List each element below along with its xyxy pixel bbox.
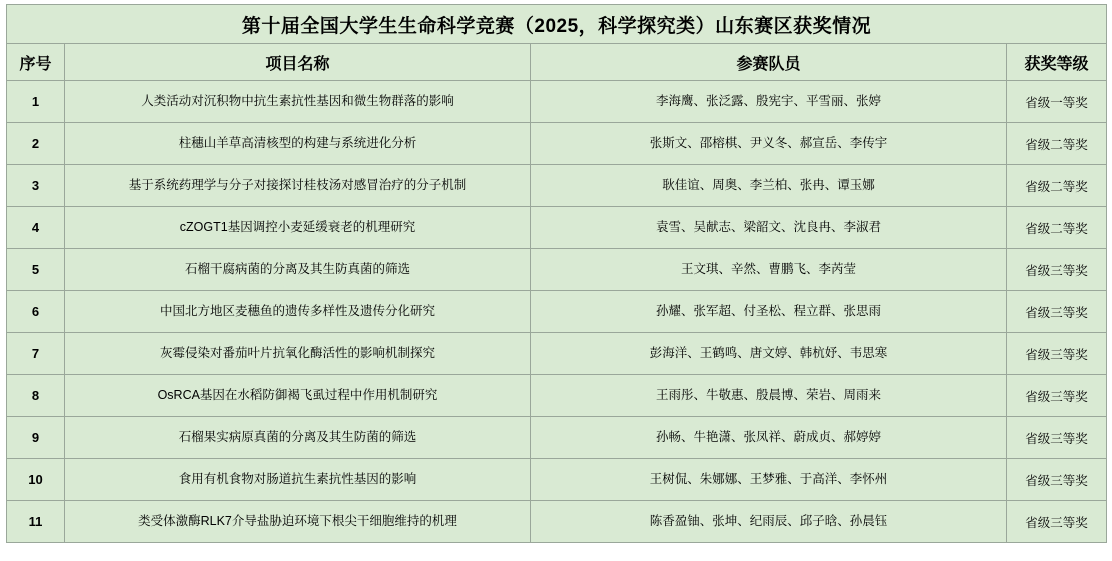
title-row: [7, 5, 1107, 44]
column-header-project: 项目名称: [65, 44, 531, 81]
row-project: 类受体激酶RLK7介导盐胁迫环境下根尖干细胞维持的机理: [65, 501, 531, 543]
row-project: 人类活动对沉积物中抗生素抗性基因和微生物群落的影响: [65, 81, 531, 123]
row-index: 8: [7, 375, 65, 417]
row-members: 王文琪、辛然、曹鹏飞、李芮莹: [531, 249, 1007, 291]
row-members: 彭海洋、王鹤鸣、唐文婷、韩杭妤、韦思寒: [531, 333, 1007, 375]
row-project: OsRCA基因在水稻防御褐飞虱过程中作用机制研究: [65, 375, 531, 417]
row-index: 9: [7, 417, 65, 459]
row-index: 4: [7, 207, 65, 249]
row-project: 食用有机食物对肠道抗生素抗性基因的影响: [65, 459, 531, 501]
row-level: 省级二等奖: [1007, 123, 1107, 165]
table-row: [7, 291, 1107, 333]
row-project: 基于系统药理学与分子对接探讨桂枝汤对感冒治疗的分子机制: [65, 165, 531, 207]
row-index: 7: [7, 333, 65, 375]
table-row: [7, 81, 1107, 123]
row-project: 中国北方地区麦穗鱼的遗传多样性及遗传分化研究: [65, 291, 531, 333]
table-row: [7, 249, 1107, 291]
row-members: 王雨彤、牛敬惠、殷晨博、荣岩、周雨来: [531, 375, 1007, 417]
row-level: 省级三等奖: [1007, 291, 1107, 333]
row-index: 3: [7, 165, 65, 207]
table-row: [7, 207, 1107, 249]
row-index: 5: [7, 249, 65, 291]
table-row: [7, 459, 1107, 501]
row-members: 孙耀、张军超、付圣松、程立群、张思雨: [531, 291, 1007, 333]
row-level: 省级三等奖: [1007, 417, 1107, 459]
table-body: [7, 5, 1107, 543]
row-members: 孙畅、牛艳潇、张凤祥、蔚成贞、郝婷婷: [531, 417, 1007, 459]
row-level: 省级三等奖: [1007, 249, 1107, 291]
row-members: 张斯文、邵榕棋、尹义冬、郝宣岳、李传宇: [531, 123, 1007, 165]
table-row: [7, 165, 1107, 207]
column-header-index: 序号: [7, 44, 65, 81]
table-row: [7, 417, 1107, 459]
row-level: 省级三等奖: [1007, 333, 1107, 375]
row-index: 2: [7, 123, 65, 165]
row-index: 11: [7, 501, 65, 543]
table-row: [7, 375, 1107, 417]
column-header-level: 获奖等级: [1007, 44, 1107, 81]
row-members: 袁雪、吴献志、梁韶文、沈良冉、李淑君: [531, 207, 1007, 249]
row-project: 柱穗山羊草高清核型的构建与系统进化分析: [65, 123, 531, 165]
row-members: 陈香盈铀、张坤、纪雨辰、邱子晗、孙晨钰: [531, 501, 1007, 543]
row-project: cZOGT1基因调控小麦延缓衰老的机理研究: [65, 207, 531, 249]
row-project: 石榴果实病原真菌的分离及其生防菌的筛选: [65, 417, 531, 459]
table-row: [7, 123, 1107, 165]
row-level: 省级二等奖: [1007, 165, 1107, 207]
row-members: 耿佳谊、周奥、李兰柏、张冉、谭玉娜: [531, 165, 1007, 207]
row-level: 省级三等奖: [1007, 501, 1107, 543]
page-title: 第十届全国大学生生命科学竞赛（2025，科学探究类）山东赛区获奖情况: [7, 5, 1107, 44]
row-index: 10: [7, 459, 65, 501]
row-index: 1: [7, 81, 65, 123]
row-level: 省级三等奖: [1007, 459, 1107, 501]
header-row: [7, 44, 1107, 81]
award-table: [6, 4, 1107, 543]
row-project: 石榴干腐病菌的分离及其生防真菌的筛选: [65, 249, 531, 291]
row-level: 省级二等奖: [1007, 207, 1107, 249]
column-header-members: 参赛队员: [531, 44, 1007, 81]
row-project: 灰霉侵染对番茄叶片抗氧化酶活性的影响机制探究: [65, 333, 531, 375]
row-members: 王树侃、朱娜娜、王梦雅、于高洋、李怀州: [531, 459, 1007, 501]
row-members: 李海鹰、张泛露、殷宪宇、平雪丽、张婷: [531, 81, 1007, 123]
table-row: [7, 333, 1107, 375]
row-level: 省级一等奖: [1007, 81, 1107, 123]
row-level: 省级三等奖: [1007, 375, 1107, 417]
row-index: 6: [7, 291, 65, 333]
table-row: [7, 501, 1107, 543]
